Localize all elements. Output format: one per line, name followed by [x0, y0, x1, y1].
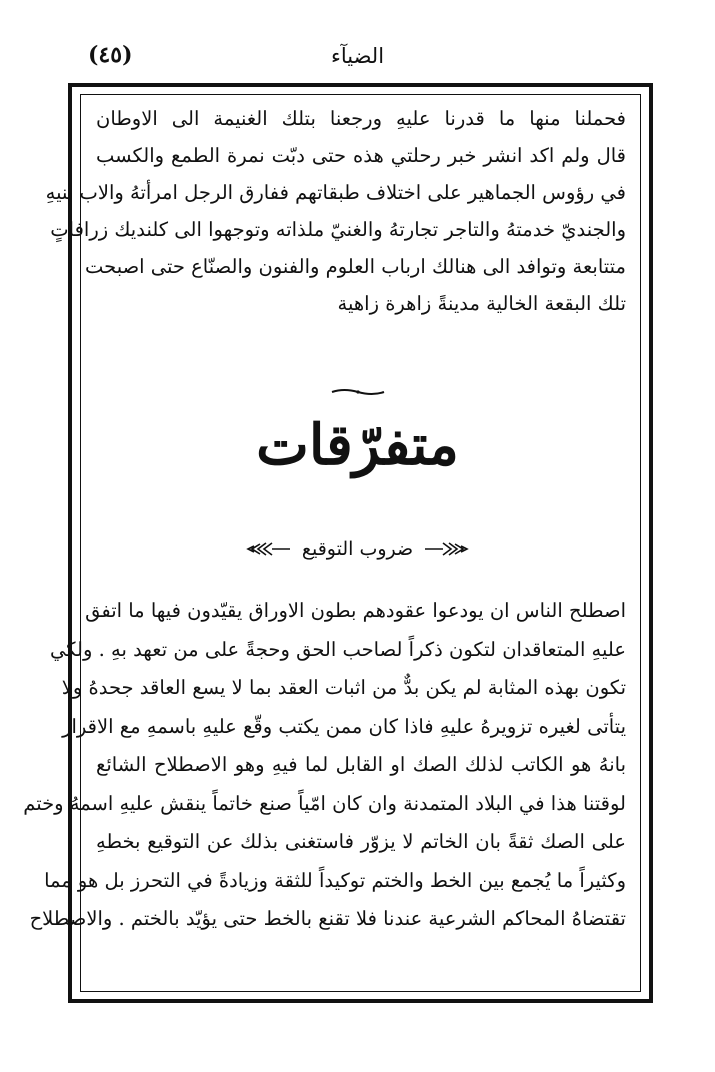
- text-line: عليهِ المتعاقدان لتكون ذكراً لصاحب الحق وحجةً على من تعهد بهِ . ولكي: [50, 637, 626, 661]
- text-line: تكون بهذه المثابة لم يكن بدٌّ من اثبات العقد بما لا يسع العاقد جحدهُ ولا: [61, 676, 626, 699]
- ornament-icon: [244, 540, 290, 558]
- text-line: متتابعة وتوافد الى هنالك ارباب العلوم والفنون والصنّاع حتى اصبحت: [84, 255, 626, 278]
- text-line: قال ولم اكد انشر خبر رحلتي هذه حتى دبّت نمرة الطمع والكسب: [96, 144, 626, 167]
- text-line: تلك البقعة الخالية مدينةً زاهرة زاهية: [337, 292, 626, 315]
- text-line: بانهُ هو الكاتب لذلك الصك او القابل لما فيهِ وهو الاصطلاح الشائع: [96, 753, 626, 776]
- page-number: (٤٥): [88, 42, 133, 68]
- paragraph-continued: [45, 100, 626, 322]
- text-line: لوقتنا هذا في البلاد المتمدنة وان كان امّياً صنع خاتماً ينقش عليهِ اسمهُ وختم: [23, 791, 626, 815]
- subheading-text: ضروب التوقيع: [301, 538, 414, 560]
- text-line: تقتضاهُ المحاكم الشرعية عندنا فلا تقنع بالخط حتى يؤيّد بالختم . والاصطلاح: [29, 907, 626, 930]
- section-title: متفرّقات: [256, 412, 459, 478]
- ornament-icon: [425, 540, 471, 558]
- running-title: الضيآء: [330, 44, 385, 68]
- text-line: يتأتى لغيره تزويرهُ عليهِ فاذا كان ممن يكتب وقّع عليهِ باسمهِ مع الاقرار: [62, 714, 626, 738]
- text-line: اصطلح الناس ان يودعوا عقودهم بطون الاوراق يقيّدون فيها ما اتفق: [85, 599, 626, 622]
- text-line: فحملنا منها ما قدرنا عليهِ ورجعنا بتلك الغنيمة الى الاوطان: [96, 107, 626, 130]
- text-line: والجنديّ خدمتهُ والتاجر تجارتهُ والغنيّ ملذاته وتوجهوا الى كلنديك زرافاتٍ: [50, 218, 626, 241]
- page-header: [70, 40, 645, 80]
- subheading: [0, 534, 715, 564]
- divider-ornament: [330, 387, 386, 397]
- text-line: على الصك ثقةً بان الخاتم لا يزوّر فاستغنى بذلك عن التوقيع بخطهِ: [96, 830, 626, 853]
- text-line: في رؤوس الجماهير على اختلاف طبقاتهم ففارق الرجل امرأتهُ والاب بنيهِ: [45, 181, 626, 204]
- article-body: [23, 592, 626, 939]
- text-line: وكثيراً ما يُجمع بين الخط والختم توكيداً للثقة وزيادةً في التحرز بل هو مما: [44, 868, 626, 892]
